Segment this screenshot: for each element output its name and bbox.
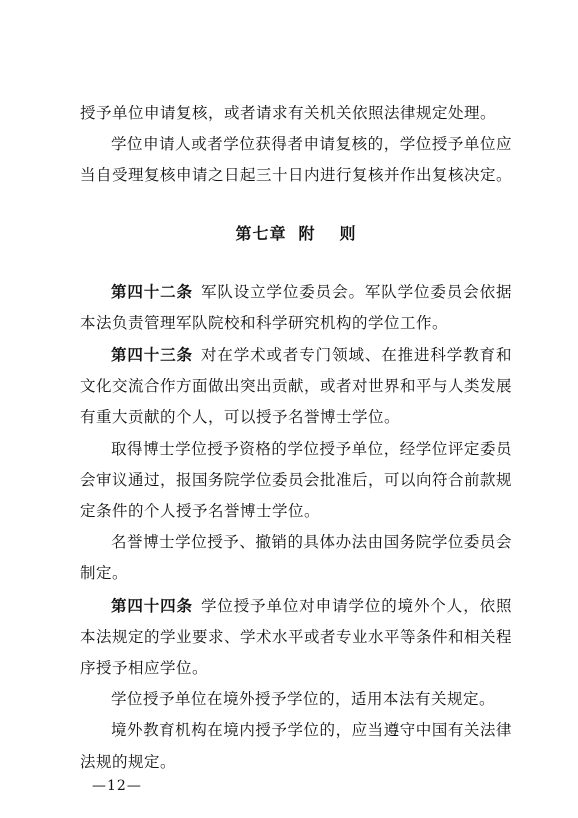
chapter-number: 第七章 (235, 223, 287, 243)
article-43-subparagraph-2: 名誉博士学位授予、撤销的具体办法由国务院学位委员会制定。 (80, 533, 512, 583)
chapter-heading (80, 218, 512, 250)
paragraph-review-deadline: 学位申请人或者学位获得者申请复核的，学位授予单位应当自受理复核申请之日起三十日内进行复核并作出复核决定。 (80, 135, 513, 185)
paragraph-continuation: 授予单位申请复核，或者请求有关机关依照法律规定处理。 (80, 104, 497, 122)
chapter-title-part2: 则 (339, 223, 357, 243)
article-number: 第四十四条 (111, 595, 193, 615)
article-44-subparagraph-2: 境外教育机构在境内授予学位的，应当遵守中国有关法律法规的规定。 (80, 721, 512, 771)
article-44 (80, 590, 512, 685)
page-number: —12— (92, 778, 142, 794)
article-44-subparagraph-1: 学位授予单位在境外授予学位的，适用本法有关规定。 (111, 690, 496, 709)
article-text: 学位授予单位对申请学位的境外个人，依照本法规定的学业要求、学术水平或者专业水平等条件和相关程序授予相应学位。 (80, 596, 513, 678)
chapter-title-part1: 附 (298, 223, 316, 243)
article-number: 第四十二条 (111, 281, 193, 301)
article-number: 第四十三条 (111, 345, 193, 365)
article-43-subparagraph-1: 取得博士学位授予资格的学位授予单位，经学位评定委员会审议通过，报国务院学位委员会批准后，可以向符合前款规定条件的个人授予名誉博士学位。 (80, 439, 513, 521)
article-text: 军队设立学位委员会。军队学位委员会依据本法负责管理军队院校和科学研究机构的学位工作。 (80, 282, 512, 332)
article-text: 对在学术或者专门领域、在推进科学教育和文化交流合作方面做出突出贡献，或者对世界和平与人类发展有重大贡献的个人，可以授予名誉博士学位。 (80, 346, 513, 427)
article-42 (80, 276, 512, 339)
article-43 (80, 339, 512, 434)
document-body (80, 98, 512, 778)
